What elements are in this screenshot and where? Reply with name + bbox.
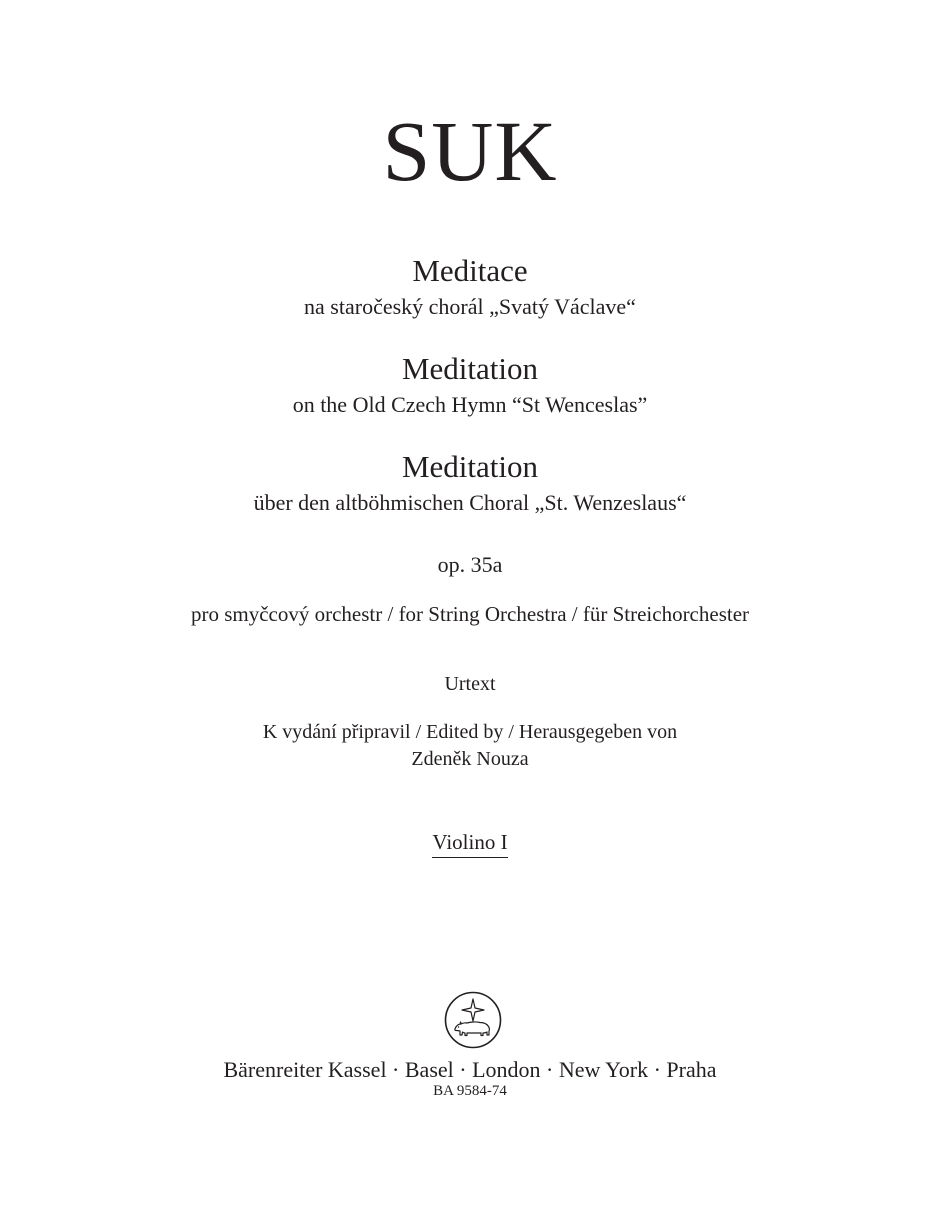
opus-number: op. 35a [437, 552, 503, 577]
edition-type: Urtext [444, 673, 496, 695]
editor-name: Zdeněk Nouza [411, 748, 529, 770]
editor-label: K vydání připravil / Edited by / Herausgegeben von [262, 721, 678, 743]
title-czech: Meditace [412, 253, 528, 288]
baerenreiter-logo-icon [443, 990, 503, 1050]
part-heading [0, 832, 940, 858]
subtitle-english: on the Old Czech Hymn “St Wenceslas” [292, 392, 648, 417]
instrumentation: pro smyčcový orchestr / for String Orchestra / für Streichorchester [190, 602, 750, 626]
catalog-number: BA 9584-74 [433, 1083, 507, 1099]
subtitle-czech: na staročeský chorál „Svatý Václave“ [304, 294, 636, 319]
title-german: Meditation [401, 449, 539, 484]
subtitle-german: über den altböhmischen Choral „St. Wenzeslaus“ [253, 490, 687, 515]
title-english: Meditation [401, 351, 539, 386]
composer-name: SUK [382, 103, 558, 199]
publisher-line: Bärenreiter Kassel · Basel · London · New York · Praha [223, 1057, 717, 1082]
part-name: Violino I [432, 832, 507, 858]
